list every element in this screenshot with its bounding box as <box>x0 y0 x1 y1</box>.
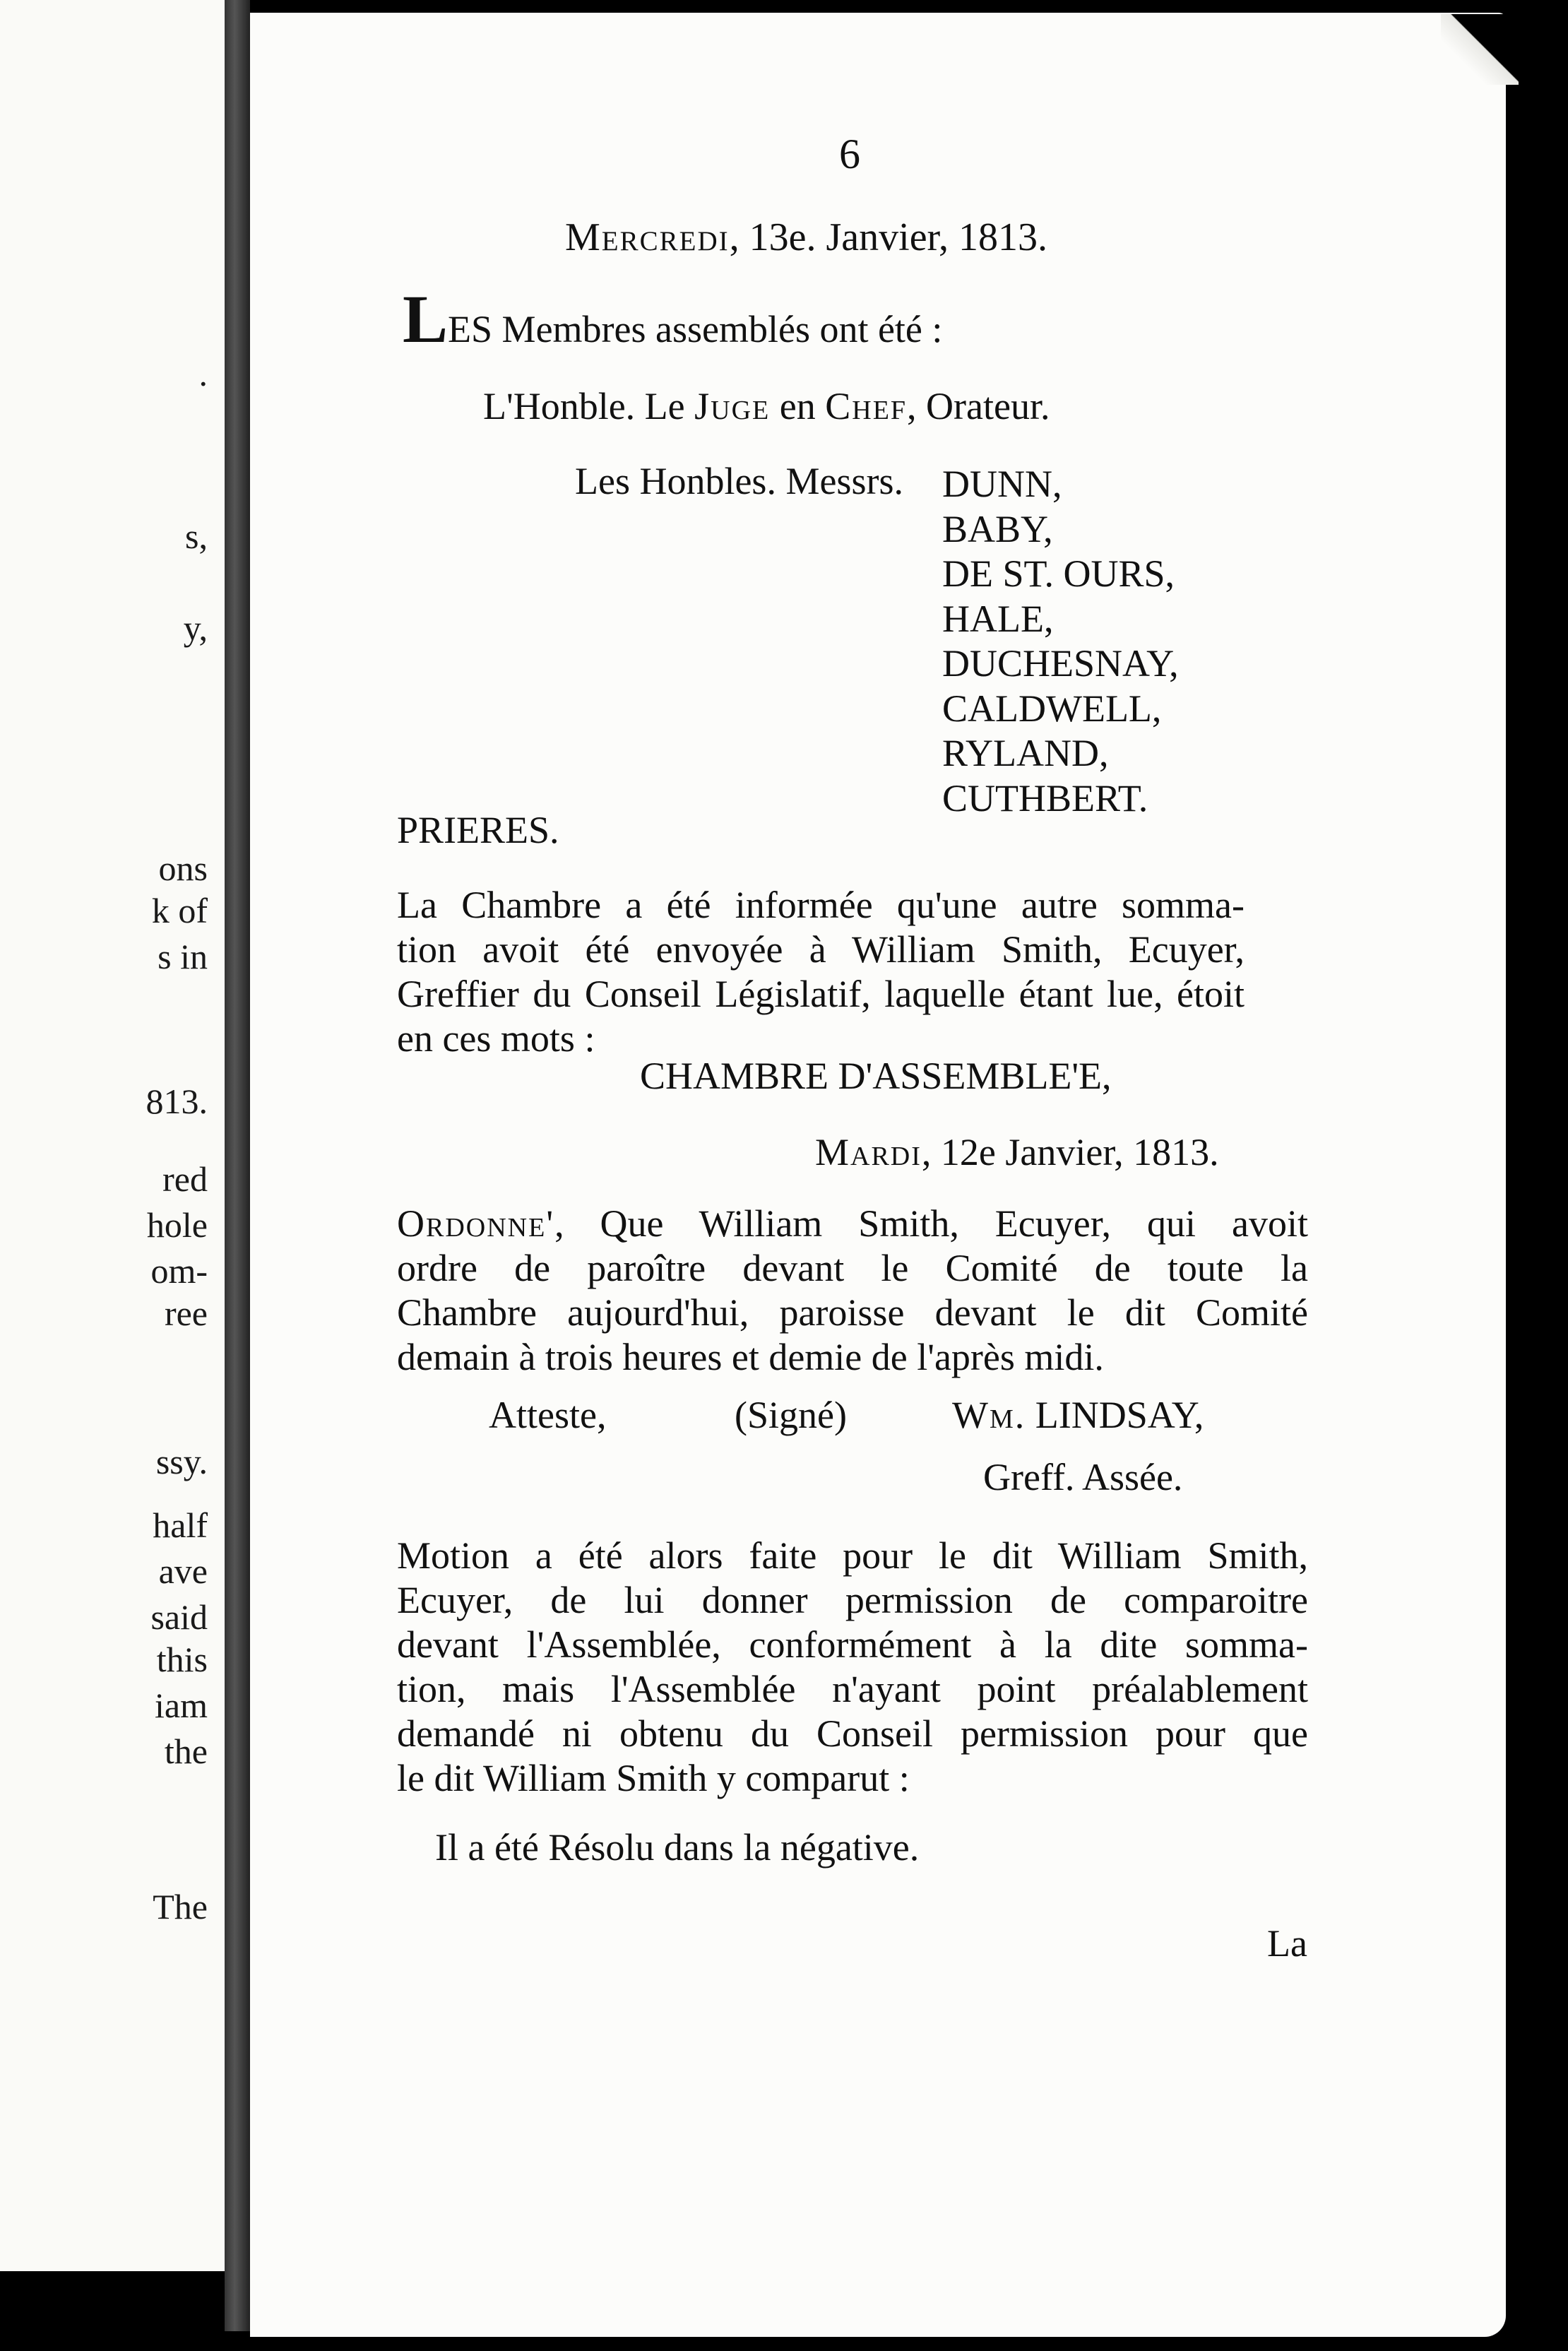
signe-label: (Signé) <box>735 1394 847 1436</box>
facing-page-fragment: s, <box>185 516 208 556</box>
paragraph-line: en ces mots : <box>397 1017 595 1060</box>
facing-page-fragment: ree <box>164 1293 208 1333</box>
paragraph-line: Chambre aujourd'hui, paroisse devant le dit Comité <box>397 1291 1308 1334</box>
members-prefix: Les Honbles. Messrs. <box>575 460 903 502</box>
atteste-label: Atteste, <box>489 1394 607 1436</box>
signatory <box>952 1396 1204 1434</box>
date-day: Mercredi <box>565 215 730 259</box>
facing-page-fragment: ave <box>158 1551 208 1591</box>
catchword: La <box>1267 1922 1307 1965</box>
members-intro <box>403 281 943 357</box>
member-name: DUNN, <box>942 463 1062 505</box>
paragraph-line: tion avoit été envoyée à William Smith, Ecuyer, <box>397 928 1245 971</box>
motion-paragraph <box>397 1534 1308 1801</box>
main-page <box>250 13 1506 2337</box>
facing-page-fragment: iam <box>155 1686 208 1725</box>
signatory-name: LINDSAY, <box>1026 1394 1204 1436</box>
speaker-line <box>483 387 1050 425</box>
facing-page-fragment: hole <box>146 1205 208 1245</box>
paragraph-line: Motion a été alors faite pour le dit William Smith, <box>397 1534 1308 1577</box>
paragraph-line: La Chambre a été informée qu'une autre somma- <box>397 884 1245 926</box>
facing-page-fragment: k of <box>151 891 208 930</box>
paragraph-line: Greffier du Conseil Législatif, laquelle étant lue, étoit <box>397 973 1245 1015</box>
speaker-suffix: , Orateur. <box>907 385 1050 427</box>
page-number: 6 <box>839 131 860 177</box>
facing-page-fragment: y, <box>183 608 208 648</box>
mardi-day: Mardi <box>815 1131 922 1173</box>
paragraph-line: le dit William Smith y comparut : <box>397 1757 910 1799</box>
resolution-line: Il a été Résolu dans la négative. <box>435 1826 920 1869</box>
ordonne-paragraph <box>397 1202 1308 1380</box>
facing-page-fragment: the <box>164 1731 208 1771</box>
paragraph-line: ordre de paroître devant le Comité de toute la <box>397 1247 1308 1289</box>
member-name: HALE, <box>942 597 1054 640</box>
paragraph-chambre-informee <box>397 883 1245 1061</box>
date-rest: , 13e. Janvier, 1813. <box>729 215 1047 259</box>
member-name: CALDWELL, <box>942 687 1162 730</box>
paragraph-line: demandé ni obtenu du Conseil permission pour que <box>397 1712 1308 1755</box>
facing-page-fragment: this <box>156 1640 208 1679</box>
facing-page-fragment: . <box>198 354 208 393</box>
drop-cap: L <box>403 281 449 357</box>
facing-page-fragment: ssy. <box>155 1442 208 1481</box>
facing-page-fragment: om- <box>150 1251 208 1291</box>
member-name: BABY, <box>942 507 1053 550</box>
member-name: RYLAND, <box>942 732 1109 774</box>
member-name: DUCHESNAY, <box>942 642 1179 685</box>
facing-page-fragment: 813. <box>145 1082 208 1121</box>
paragraph-line <box>397 1202 1308 1246</box>
ordonne-first-rest: , Que William Smith, Ecuyer, qui avoit <box>554 1202 1308 1245</box>
member-name: DE ST. OURS, <box>942 552 1175 595</box>
paragraph-line: devant l'Assemblée, conformément à la dite somma- <box>397 1623 1308 1666</box>
facing-page-fragment: said <box>150 1597 208 1637</box>
greff-line: Greff. Assée. <box>983 1456 1183 1498</box>
speaker-juge: Juge <box>694 385 771 427</box>
member-name: CUTHBERT. <box>942 776 1148 819</box>
facing-page-fragment: red <box>162 1159 208 1199</box>
paragraph-line: tion, mais l'Assemblée n'ayant point préalablement <box>397 1668 1308 1710</box>
signatory-wm: Wm. <box>952 1394 1026 1436</box>
ordonne-lead: Ordonne' <box>397 1202 555 1245</box>
speaker-prefix: L'Honble. Le <box>483 385 695 427</box>
prieres-heading: PRIERES. <box>397 809 559 851</box>
facing-page <box>0 0 229 2271</box>
chambre-heading: CHAMBRE D'ASSEMBLE'E, <box>640 1055 1112 1097</box>
mardi-rest: , 12e Janvier, 1813. <box>921 1131 1219 1173</box>
members-list <box>942 462 1179 821</box>
paragraph-line: Ecuyer, de lui donner permission de comparoitre <box>397 1579 1308 1621</box>
facing-page-fragment: The <box>153 1887 208 1926</box>
mardi-line <box>815 1133 1219 1171</box>
intro-text: ES Membres assemblés ont été : <box>448 308 943 350</box>
speaker-chef: Chef <box>825 385 908 427</box>
facing-page-fragment: half <box>153 1505 208 1545</box>
page-curl <box>1441 14 1519 85</box>
facing-page-fragment: s in <box>158 937 208 976</box>
date-line <box>565 215 1047 259</box>
book-gutter <box>225 0 250 2331</box>
facing-page-fragment: ons <box>158 848 208 888</box>
speaker-en: en <box>770 385 826 427</box>
paragraph-line: demain à trois heures et demie de l'après midi. <box>397 1336 1104 1378</box>
